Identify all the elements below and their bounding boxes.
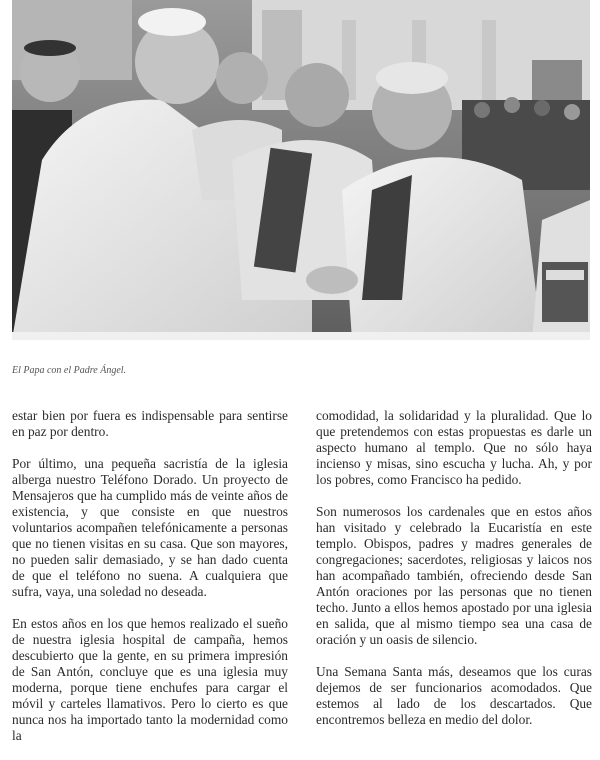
paragraph: En estos años en los que hemos realizado el sueño de nuestra iglesia hospital de campaña, hemos descubierto que la gente, en su primera impresión de San Antón, concluye que es una iglesia muy moderna, porque tiene enchufes para cargar el móvil y carteles llamativos. Pero lo cierto es que nunca nos ha importado tanto la modernidad como la bbox=[12, 616, 288, 743]
right-column bbox=[316, 408, 592, 744]
paragraph: Una Semana Santa más, deseamos que los curas dejemos de ser funcionarios acomodados. Que estemos al lado de los descartados. Que encontremos belleza en medio del dolor. bbox=[316, 664, 592, 727]
paragraph: Por último, una pequeña sacristía de la iglesia alberga nuestro Teléfono Dorado. Un proyecto de Mensajeros que ha cumplido más de veinte años de existencia, y que consiste en que nuestros voluntarios acompañen telefónicamente a personas que no tienen visitas en su casa. Que son mayores, no pueden salir demasiado, y se han dado cuenta de que el teléfono no suena. A cualquiera que sufra, vaya, una soledad no deseada. bbox=[12, 456, 288, 599]
left-column bbox=[12, 408, 288, 760]
photo bbox=[12, 0, 590, 340]
photo-caption: El Papa con el Padre Ángel. bbox=[12, 365, 127, 376]
paragraph: estar bien por fuera es indispensable para sentirse en paz por dentro. bbox=[12, 408, 288, 439]
photo-scene-icon bbox=[12, 0, 590, 340]
paragraph: comodidad, la solidaridad y la pluralidad. Que lo que pretendemos con estas propuestas es darle un aspecto humano al templo. Que no sólo haya incienso y misas, sino escucha y lucha. Ah, y por los pobres, como Francisco ha pedido. bbox=[316, 408, 592, 487]
paragraph: Son numerosos los cardenales que en estos años han visitado y celebrado la Eucaristía en este templo. Obispos, padres y madres generales de congregaciones; sacerdotes, religiosas y laicos nos han acompañado también, ofreciendo desde San Antón oraciones por las personas que no tienen techo. Junto a ellos hemos apostado por una iglesia en salida, que al mismo tiempo sea una casa de oración y un oasis de silencio. bbox=[316, 504, 592, 647]
